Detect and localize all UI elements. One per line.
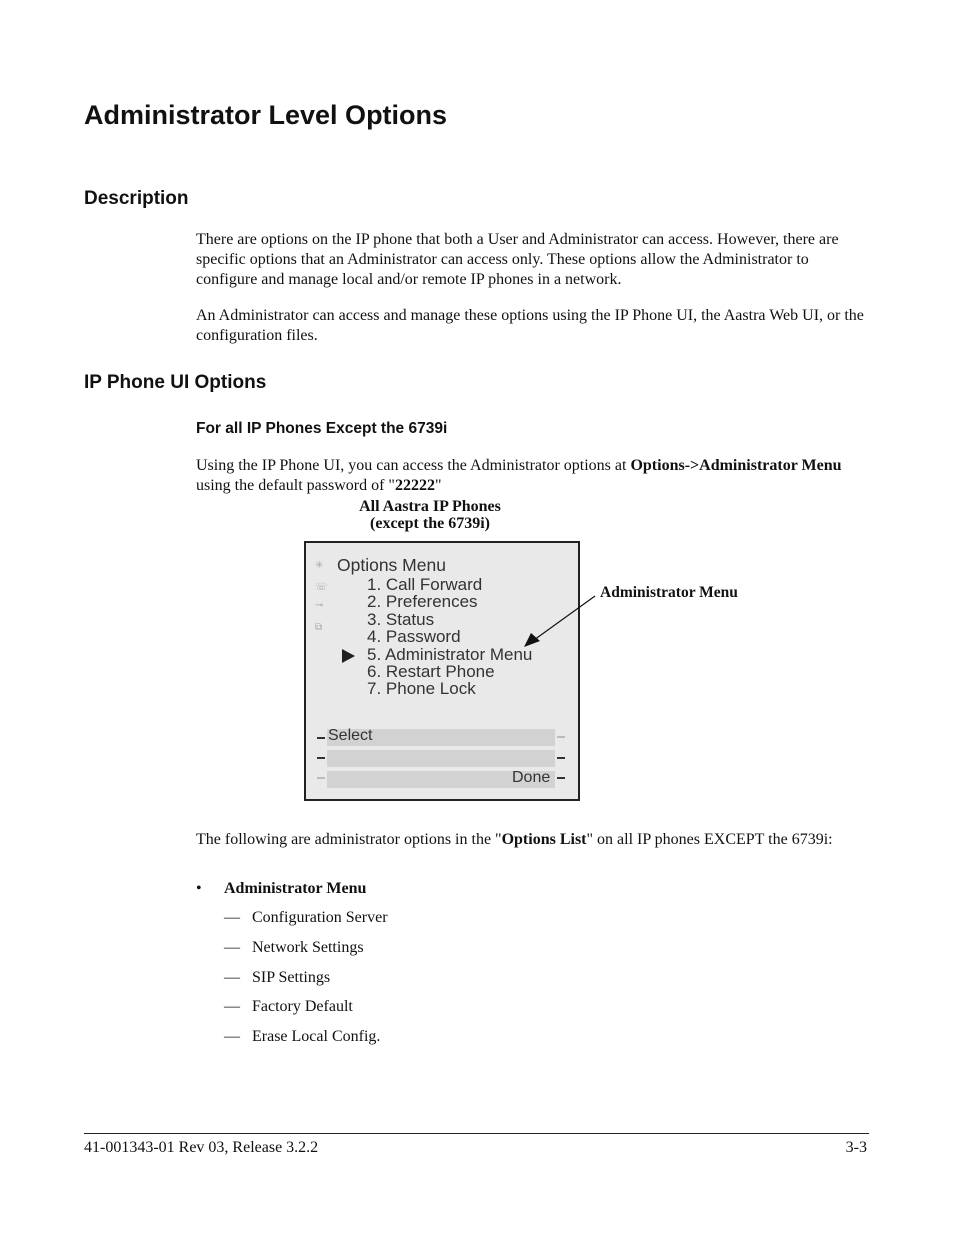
except-6739i-subheading: For all IP Phones Except the 6739i bbox=[196, 420, 448, 437]
callout-arrow bbox=[520, 590, 600, 650]
default-password: 22222 bbox=[394, 477, 435, 494]
dash-marker: — bbox=[224, 969, 240, 986]
ui-access-text-middle: using the default password of " bbox=[196, 477, 395, 494]
administrator-menu-callout: Administrator Menu bbox=[600, 584, 738, 601]
options-menu-list bbox=[367, 576, 532, 698]
figure-caption-line-1: All Aastra IP Phones bbox=[359, 498, 501, 515]
softkey-right-tick-3 bbox=[557, 777, 565, 779]
menu-item-preferences: 2. Preferences bbox=[367, 592, 478, 612]
phone-screen-illustration bbox=[304, 541, 580, 801]
softkey-done-label: Done bbox=[512, 769, 551, 786]
menu-item-phone-lock: 7. Phone Lock bbox=[367, 679, 476, 699]
sub-item-label: SIP Settings bbox=[252, 969, 331, 986]
options-list-intro bbox=[196, 830, 868, 850]
media-key-icon: ⧉ bbox=[315, 622, 323, 633]
sub-item-label: Factory Default bbox=[252, 998, 353, 1015]
sub-item-label: Network Settings bbox=[252, 939, 364, 956]
footer-document-id: 41-001343-01 Rev 03, Release 3.2.2 bbox=[84, 1139, 319, 1156]
softkey-select-label: Select bbox=[328, 727, 373, 744]
sub-item-label: Erase Local Config. bbox=[252, 1028, 381, 1045]
sub-item-network-settings bbox=[224, 939, 364, 957]
ip-phone-ui-options-heading: IP Phone UI Options bbox=[84, 372, 267, 393]
options-list-bold: Options List bbox=[501, 831, 587, 848]
softkey-bar-2 bbox=[327, 750, 555, 767]
sub-item-erase-local-config bbox=[224, 1028, 380, 1046]
dash-marker: — bbox=[224, 939, 240, 956]
softkey-left-tick-1 bbox=[317, 737, 325, 739]
options-menu-title: Options Menu bbox=[337, 555, 446, 575]
ui-access-paragraph bbox=[196, 456, 868, 496]
sub-item-label: Configuration Server bbox=[252, 909, 388, 926]
sub-item-sip-settings bbox=[224, 969, 330, 987]
description-paragraph-1: There are options on the IP phone that both a User and Administrator can access. However, there are specific options that an Administrator can access only. These options allow the Administrator to configure and manage local and/or remote IP phones in a network. bbox=[196, 231, 839, 288]
dash-marker: — bbox=[224, 998, 240, 1015]
footer-page-number: 3-3 bbox=[845, 1139, 867, 1156]
menu-item-restart-phone: 6. Restart Phone bbox=[367, 662, 495, 682]
description-paragraph-2: An Administrator can access and manage these options using the IP Phone UI, the Aastra Web UI, or the configuration files. bbox=[196, 307, 864, 344]
sub-item-configuration-server bbox=[224, 909, 388, 927]
sub-item-factory-default bbox=[224, 998, 353, 1016]
line-key-icon: ⊸ bbox=[315, 600, 324, 611]
phone-handset-icon: ☏ bbox=[315, 582, 328, 593]
callout-arrow-line bbox=[534, 596, 595, 640]
options-list-intro-before: The following are administrator options in the " bbox=[196, 831, 502, 848]
figure-caption-line-2: (except the 6739i) bbox=[370, 515, 490, 532]
softkey-left-tick-2 bbox=[317, 757, 325, 759]
softkey-left-tick-3 bbox=[317, 777, 325, 779]
bullet-marker: • bbox=[196, 880, 202, 897]
page-title: Administrator Level Options bbox=[84, 100, 448, 130]
menu-item-status: 3. Status bbox=[367, 609, 435, 629]
dash-marker: — bbox=[224, 1028, 240, 1045]
menu-selection-arrow-icon bbox=[342, 649, 355, 663]
ui-access-text-after: " bbox=[434, 477, 442, 494]
ui-access-text-before: Using the IP Phone UI, you can access the Administrator options at bbox=[196, 457, 631, 474]
dash-marker: — bbox=[224, 909, 240, 926]
softkey-right-tick-1 bbox=[557, 736, 565, 738]
menu-item-call-forward: 1. Call Forward bbox=[367, 575, 483, 594]
menu-item-administrator-menu: 5. Administrator Menu bbox=[367, 644, 533, 664]
softkey-right-tick-2 bbox=[557, 757, 565, 759]
footer-divider bbox=[84, 1133, 869, 1134]
menu-item-password: 4. Password bbox=[367, 627, 461, 647]
settings-icon: ✳ bbox=[315, 560, 324, 571]
ui-access-menu-path: Options->Administrator Menu bbox=[630, 457, 842, 474]
bullet-administrator-menu: Administrator Menu bbox=[224, 880, 367, 897]
options-list-intro-after: " on all IP phones EXCEPT the 6739i: bbox=[586, 831, 833, 848]
callout-arrow-head-icon bbox=[524, 633, 540, 647]
description-heading: Description bbox=[84, 188, 189, 209]
figure-caption bbox=[300, 498, 560, 532]
